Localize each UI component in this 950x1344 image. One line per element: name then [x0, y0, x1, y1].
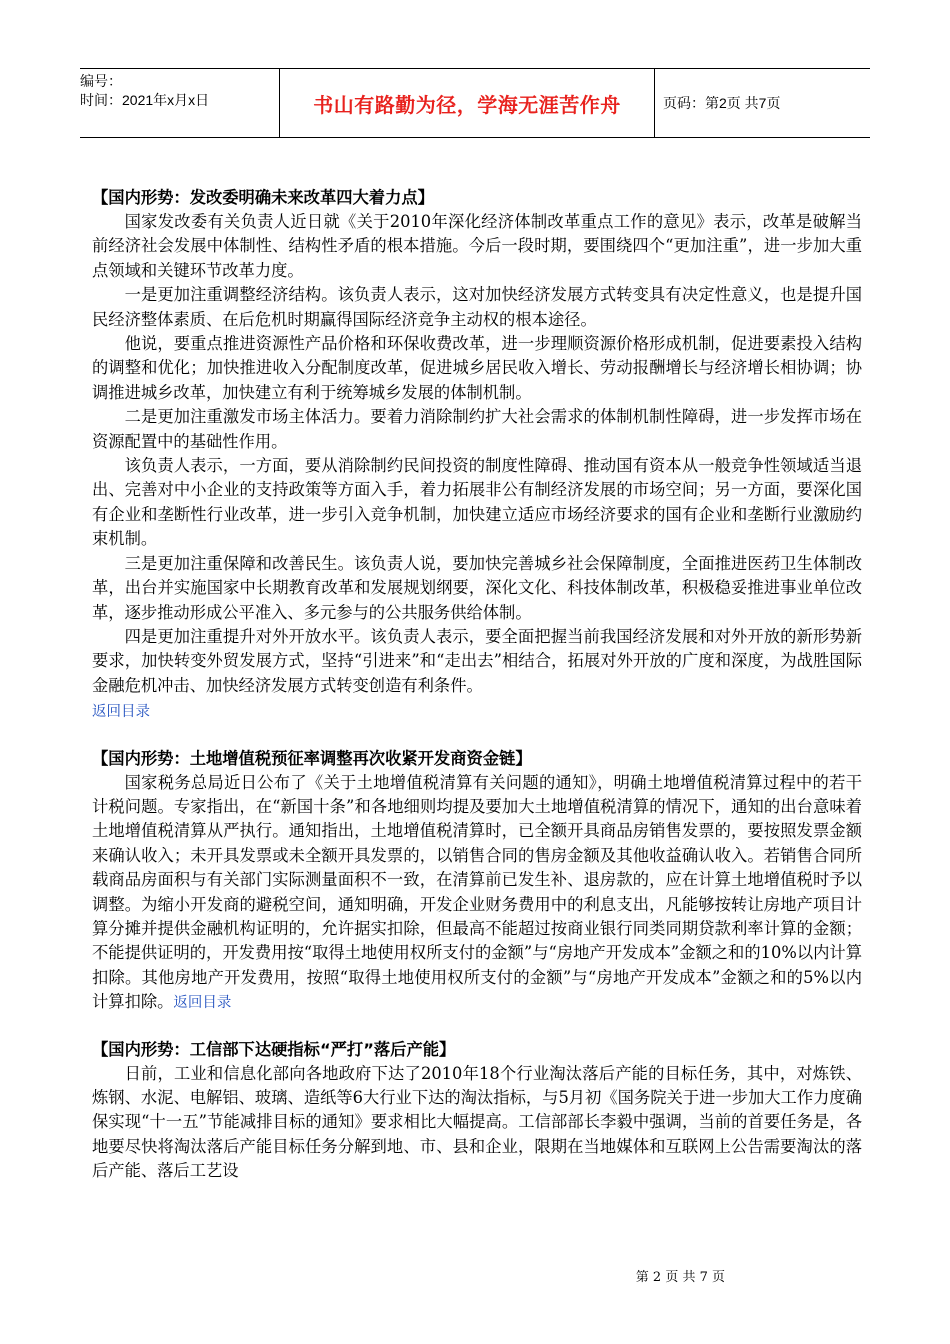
paragraph: 日前，工业和信息化部向各地政府下达了2010年18个行业淘汰落后产能的目标任务，其中，对炼铁、炼钢、水泥、电解铝、玻璃、造纸等6大行业下达的淘汰指标，与5月初《国务院关于进一步加大工作力度确保实现“十一五”节能减排目标的通知》要求相比大幅提高。工信部部长李毅中强调，当前的首要任务是，各地要尽快将淘汰落后产能目标任务分解到地、市、县和企业，限期在当地媒体和互联网上公告需要淘汰的落后产能、落后工艺设: [92, 1063, 862, 1181]
paragraph: [92, 771, 862, 1016]
back-to-toc-link[interactable]: 返回目录: [173, 995, 232, 1012]
section-land-tax: [92, 747, 862, 1016]
section-miit-capacity: [92, 1038, 862, 1184]
paragraph-text: 国家税务总局近日公布了《关于土地增值税清算有关问题的通知》，明确土地增值税清算过程中的若干计税问题。专家指出，在“新国十条”和各地细则均提及要加大土地增值税清算的情况下，通知的出台意味着土地增值税清算从严执行。通知指出，土地增值税清算时，已全额开具商品房销售发票的，要按照发票金额来确认收入；未开具发票或未全额开具发票的，以销售合同的售房金额及其他收益确认收入。若销售合同所载商品房面积与有关部门实际测量面积不一致，在清算前已发生补、退房款的，应在计算土地增值税时予以调整。为缩小开发商的避税空间，通知明确，开发企业财务费用中的利息支出，凡能够按转让房地产项目计算分摊并提供金融机构证明的，允许据实扣除，但最高不能超过按商业银行同类同期贷款利率计算的金额；不能提供证明的，开发费用按“取得土地使用权所支付的金额”与“房地产开发成本”金额之和的10%以内计算扣除。其他房地产开发费用，按照“取得土地使用权所支付的金额”与“房地产开发成本”金额之和的5%以内计算扣除。: [92, 772, 862, 1012]
header-motto: 书山有路勤为径，学海无涯苦作舟: [280, 69, 655, 137]
paragraph: 四是更加注重提升对外开放水平。该负责人表示，要全面把握当前我国经济发展和对外开放的新形势新要求，加快转变外贸发展方式，坚持“引进来”和“走出去”相结合，拓展对外开放的广度和深度，为战胜国际金融危机冲击、加快经济发展方式转变创造有利条件。: [92, 626, 862, 695]
header-page-info: 页码：第2页 共7页: [663, 95, 781, 111]
header-meta: [80, 69, 280, 137]
page-footer: 第 2 页 共 7 页: [635, 1270, 725, 1285]
section-title: 【国内形势：土地增值税预征率调整再次收紧开发商资金链】: [92, 748, 532, 768]
paragraph: 该负责人表示，一方面，要从消除制约民间投资的制度性障碍、推动国有资本从一般竞争性领域适当退出、完善对中小企业的支持政策等方面入手，着力拓展非公有制经济发展的市场空间；另一方面，要深化国有企业和垄断性行业改革，进一步引入竞争机制，加快建立适应市场经济要求的国有企业和垄断行业激励约束机制。: [92, 456, 862, 549]
paragraph: 国家发改委有关负责人近日就《关于2010年深化经济体制改革重点工作的意见》表示，改革是破解当前经济社会发展中体制性、结构性矛盾的根本措施。今后一段时期，要围绕四个“更加注重”，进一步加大重点领域和关键环节改革力度。: [92, 212, 862, 280]
paragraph: 一是更加注重调整经济结构。该负责人表示，这对加快经济发展方式转变具有决定性意义，也是提升国民经济整体素质、在后危机时期赢得国际经济竞争主动权的根本途径。: [92, 285, 862, 329]
document-body: [92, 186, 862, 1206]
paragraph: 三是更加注重保障和改善民生。该负责人说，要加快完善城乡社会保障制度，全面推进医药卫生体制改革，出台并实施国家中长期教育改革和发展规划纲要，深化文化、科技体制改革，积极稳妥推进事业单位改革，逐步推动形成公平准入、多元参与的公共服务供给体制。: [92, 553, 862, 622]
header-number-label: 编号：: [80, 73, 122, 89]
page-header: [80, 68, 870, 138]
header-date: 时间：2021年x月x日: [80, 92, 210, 108]
section-title: 【国内形势：发改委明确未来改革四大着力点】: [92, 188, 434, 207]
paragraph: 二是更加注重激发市场主体活力。要着力消除制约扩大社会需求的体制机制性障碍，进一步发挥市场在资源配置中的基础性作用。: [92, 407, 862, 451]
back-to-toc-link[interactable]: 返回目录: [92, 704, 150, 721]
section-title: 【国内形势：工信部下达硬指标“严打”落后产能】: [92, 1039, 456, 1059]
paragraph: 他说，要重点推进资源性产品价格和环保收费改革，进一步理顺资源价格形成机制，促进要素投入结构的调整和优化；加快推进收入分配制度改革，促进城乡居民收入增长、劳动报酬增长与经济增长相协调；协调推进城乡改革，加快建立有利于统筹城乡发展的体制机制。: [92, 334, 862, 402]
section-reform-focus: [92, 186, 862, 725]
